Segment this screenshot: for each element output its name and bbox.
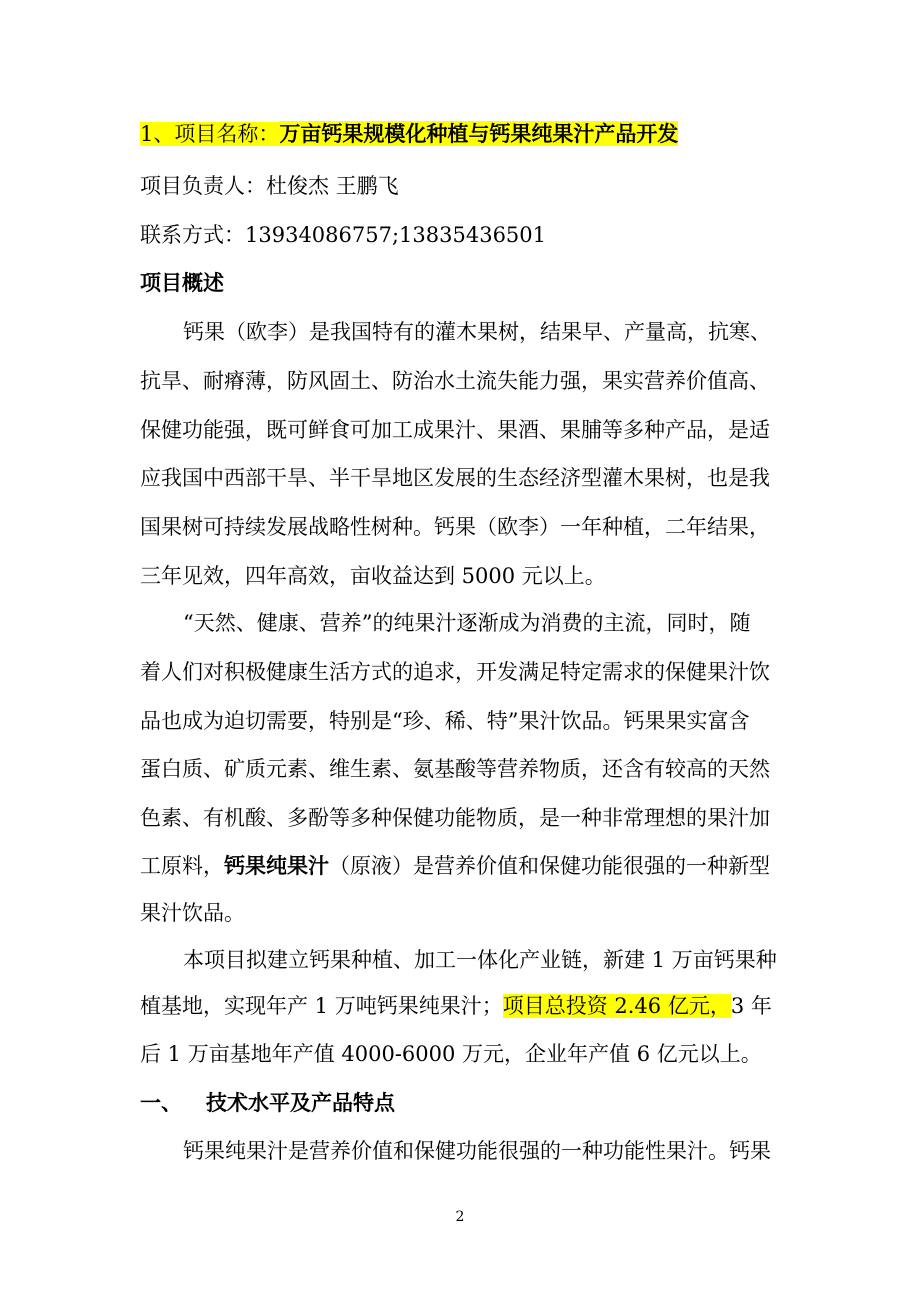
paragraph-line: 蛋白质、矿质元素、维生素、氨基酸等营养物质，还含有较高的天然 xyxy=(140,757,770,781)
paragraph-line: 品也成为迫切需要，特别是“珍、稀、特”果汁饮品。钙果果实富含 xyxy=(140,709,750,733)
page-number: 2 xyxy=(455,1209,465,1225)
paragraph-line: 抗旱、耐瘠薄，防风固土、防治水土流失能力强，果实营养价值高、 xyxy=(140,369,770,393)
paragraph-line: “天然、健康、营养”的纯果汁逐渐成为消费的主流，同时，随 xyxy=(183,611,751,635)
bold-term: 钙果纯果汁 xyxy=(224,853,329,878)
paragraph-line: 后 1 万亩基地年产值 4000-6000 万元，企业年产值 6 亿元以上。 xyxy=(140,1042,762,1066)
paragraph-line: 国果树可持续发展战略性树种。钙果（欧李）一年种植，二年结果， xyxy=(140,515,770,539)
paragraph-line: 钙果（欧李）是我国特有的灌木果树，结果早、产量高，抗寒、 xyxy=(183,320,771,344)
paragraph-line: 钙果纯果汁是营养价值和保健功能很强的一种功能性果汁。钙果 xyxy=(183,1139,771,1163)
overview-heading: 项目概述 xyxy=(140,270,224,295)
text-run: 植基地，实现年产 1 万吨钙果纯果汁； xyxy=(140,994,503,1018)
text-run: （原液）是营养价值和保健功能很强的一种新型 xyxy=(329,854,770,878)
paragraph-line xyxy=(140,991,772,1021)
paragraph-line: 着人们对积极健康生活方式的追求，开发满足特定需求的保健果汁饮 xyxy=(140,660,770,684)
paragraph-line xyxy=(140,851,770,881)
project-number: 1、 xyxy=(140,122,175,146)
section-number: 一、 xyxy=(140,1090,182,1115)
project-name-line xyxy=(140,119,678,149)
paragraph-line: 应我国中西部干旱、半干旱地区发展的生态经济型灌木果树，也是我 xyxy=(140,466,770,490)
investment-highlight: 项目总投资 2.46 亿元， xyxy=(502,994,731,1018)
paragraph-line: 保健功能强，既可鲜食可加工成果汁、果酒、果脯等多种产品，是适 xyxy=(140,418,770,442)
section-title: 技术水平及产品特点 xyxy=(206,1090,395,1115)
paragraph-line: 果汁饮品。 xyxy=(140,901,245,925)
paragraph-line: 本项目拟建立钙果种植、加工一体化产业链，新建 1 万亩钙果种 xyxy=(183,948,777,972)
text-run: 工原料， xyxy=(140,854,224,878)
project-lead: 项目负责人：杜俊杰 王鹏飞 xyxy=(140,174,399,198)
paragraph-line: 色素、有机酸、多酚等多种保健功能物质，是一种非常理想的果汁加 xyxy=(140,806,770,830)
text-run: 3 年 xyxy=(730,994,772,1018)
project-contact: 联系方式：13934086757;13835436501 xyxy=(140,223,547,247)
paragraph-line: 三年见效，四年高效，亩收益达到 5000 元以上。 xyxy=(140,564,606,588)
project-name-label: 项目名称： xyxy=(174,122,280,146)
project-name-value: 万亩钙果规模化种植与钙果纯果汁产品开发 xyxy=(279,121,679,146)
